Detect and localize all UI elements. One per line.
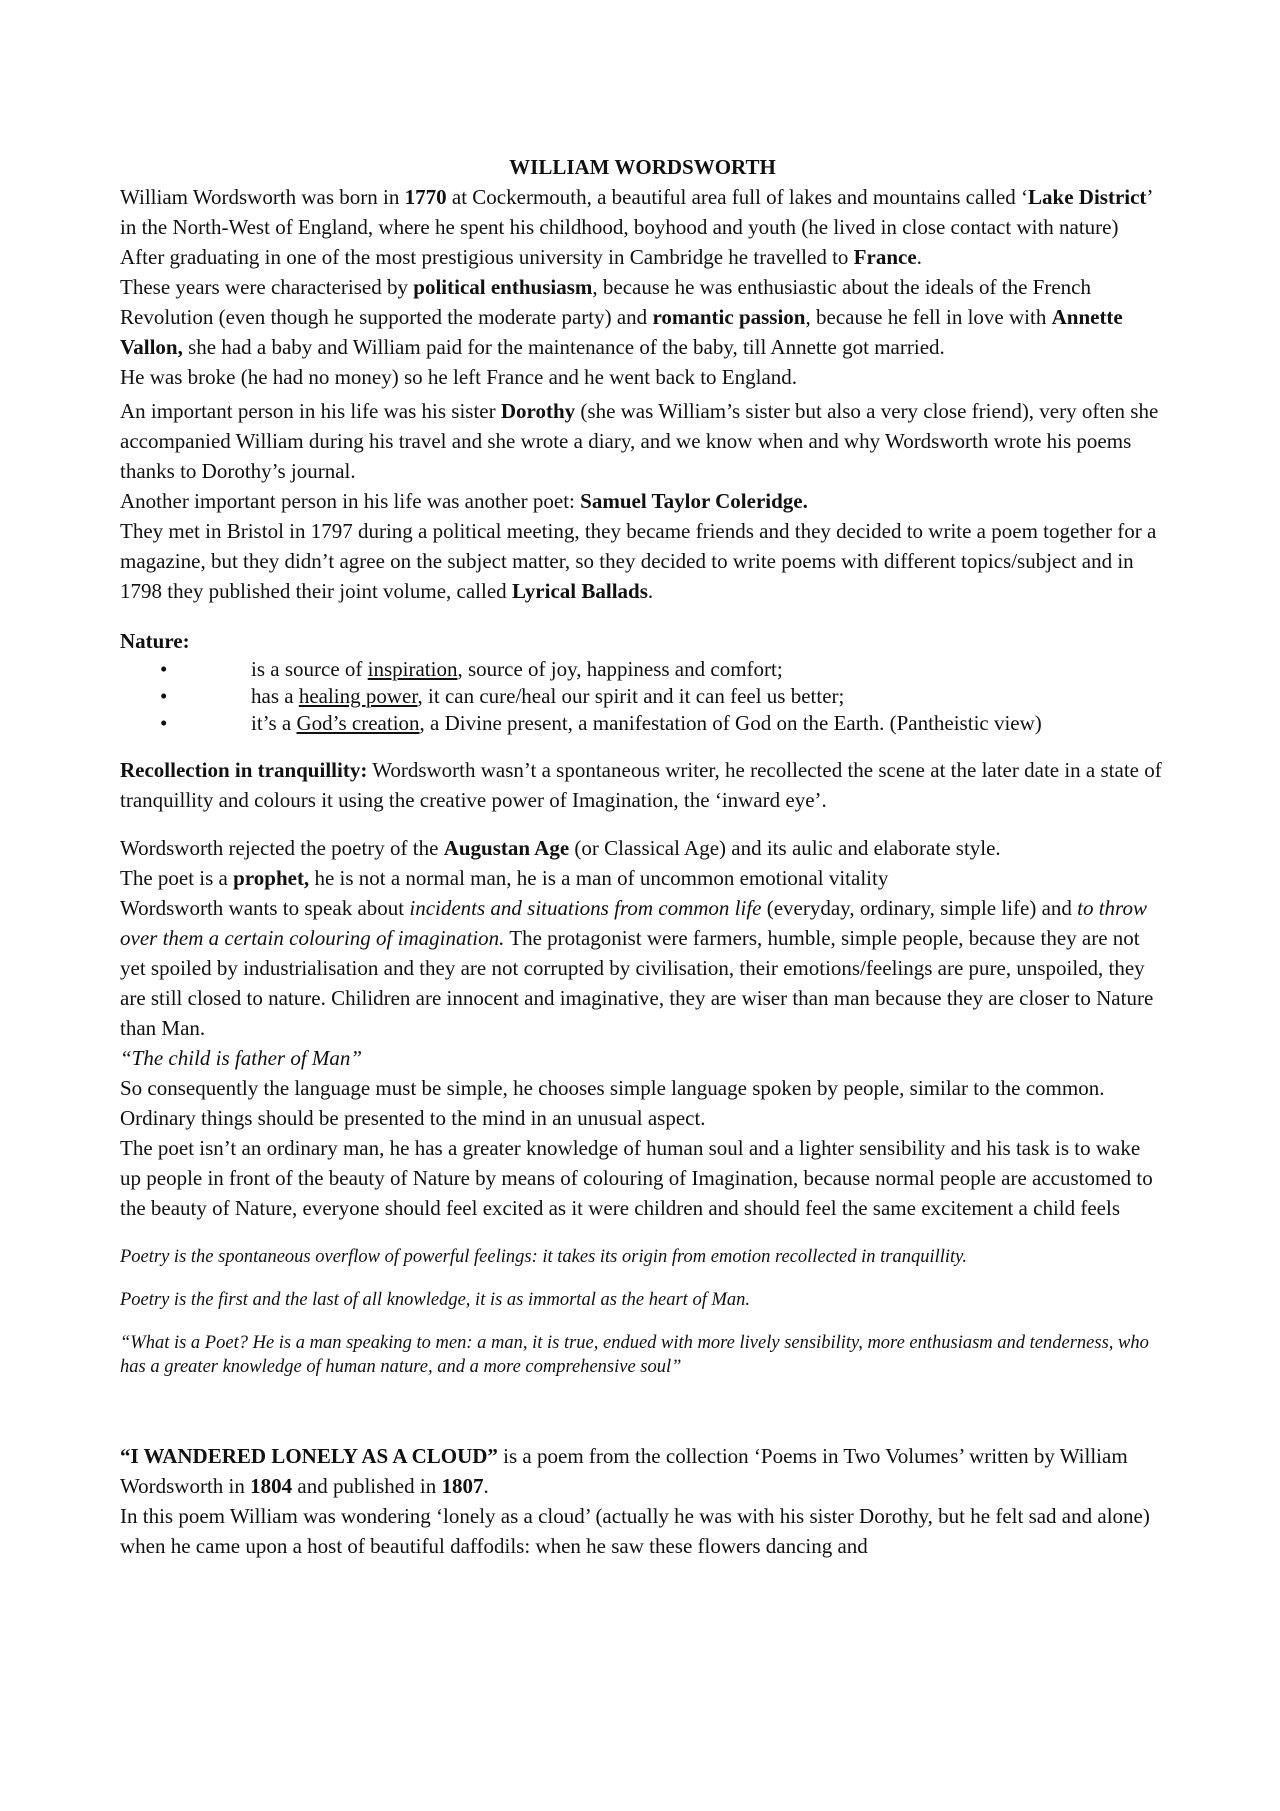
text-run: The protagonist were farmers, humble, simple people, because they are not yet spoiled by industrialisation and they are not corrupted by civilisation, their emotions/feelings are pure, unspoiled, they are still closed to nature. Chilidren are innocent and imaginative, they are wiser than man because they are closer to Nature than Man. xyxy=(120,926,1154,1040)
quote-what-is-poet: “What is a Poet? He is a man speaking to men: a man, it is true, endued with more lively sensibility, more enthusiasm and tenderness, who has a greater knowledge of human nature, and a more comprehensive soul” xyxy=(120,1333,1149,1377)
paragraph-poet-task xyxy=(120,1133,1165,1223)
text-run: , because he was enthusiastic about the ideals of the French Revolution (even though he supported the moderate party) and xyxy=(120,275,1091,329)
text-run: at Cockermouth, a beautiful area full of lakes and mountains called ‘ xyxy=(446,185,1029,209)
text-run: , a Divine present, a manifestation of God on the Earth. (Pantheistic view) xyxy=(419,711,1042,735)
text-run: They met in Bristol in 1797 during a political meeting, they became friends and they decided to write a poem together for a magazine, but they didn’t agree on the subject matter, so they decided to write poems with different topics/subject and in 1798 they published their joint volume, called xyxy=(120,519,1157,603)
text-run: . xyxy=(647,579,654,603)
text-run: and published in xyxy=(292,1474,442,1498)
bold-text: Augustan Age xyxy=(443,836,570,860)
paragraph-daffodils-intro xyxy=(120,1441,1165,1501)
italic-text: to throw over them a certain colouring of imagination. xyxy=(120,896,1147,950)
bold-text: Dorothy xyxy=(500,399,576,423)
bold-text: 1770 xyxy=(404,185,447,209)
text-run: . xyxy=(483,1474,489,1498)
text-run: (everyday, ordinary, simple life) and xyxy=(761,896,1078,920)
quote-knowledge: Poetry is the first and the last of all knowledge, it is as immortal as the heart of Man. xyxy=(120,1290,750,1310)
paragraph-broke xyxy=(120,362,1165,392)
bold-text: 1804 xyxy=(250,1474,293,1498)
paragraph-language xyxy=(120,1073,1165,1133)
text-run: , because he fell in love with xyxy=(805,305,1052,329)
nature-list xyxy=(120,656,1165,737)
bold-text: political enthusiasm xyxy=(413,275,593,299)
bullet-icon: • xyxy=(160,657,168,681)
text-run: In this poem William was wondering ‘lonely as a cloud’ (actually he was with his sister Dorothy, but he felt sad and alone) when he came upon a host of beautiful daffodils: when he saw these flowers dancing and xyxy=(120,1504,1150,1558)
bullet-icon: • xyxy=(160,711,168,735)
nature-item xyxy=(120,710,1165,737)
nature-item xyxy=(120,683,1165,710)
text-run: it’s a xyxy=(251,711,297,735)
quote-overflow: Poetry is the spontaneous overflow of powerful feelings: it takes its origin from emotion recollected in tranquillity. xyxy=(120,1247,967,1267)
nature-heading: Nature: xyxy=(120,629,190,653)
paragraph-child-quote xyxy=(120,1043,1165,1073)
text-run: he is not a normal man, he is a man of uncommon emotional vitality xyxy=(309,866,889,890)
paragraph-dorothy xyxy=(120,396,1165,486)
text-run: The poet is a xyxy=(120,866,234,890)
page-title: WILLIAM WORDSWORTH xyxy=(509,155,776,179)
text-run: is a poem from the collection ‘Poems in Two Volumes’ written by William Wordsworth in xyxy=(120,1444,1128,1498)
text-run: . xyxy=(916,245,922,269)
underlined-text: God’s creation xyxy=(296,711,420,735)
text-run: Wordsworth wasn’t a spontaneous writer, he recollected the scene at the later date in a state of tranquillity and colours it using the creative power of Imagination, the ‘inward eye’. xyxy=(120,758,1162,812)
bold-text: 1807 xyxy=(441,1474,484,1498)
text-run: she had a baby and William paid for the maintenance of the baby, till Annette got married. xyxy=(182,335,945,359)
text-run: After graduating in one of the most prestigious university in Cambridge he travelled to xyxy=(120,245,854,269)
text-run: (or Classical Age) and its aulic and elaborate style. xyxy=(569,836,1001,860)
bold-text: Recollection in tranquillity: xyxy=(120,758,368,782)
paragraph-recollection xyxy=(120,755,1165,815)
text-run: He was broke (he had no money) so he left France and he went back to England. xyxy=(120,365,798,389)
bold-text: Lake District xyxy=(1028,185,1147,209)
text-run: Another important person in his life was another poet: xyxy=(120,489,581,513)
bold-text: romantic passion xyxy=(652,305,806,329)
text-run: ’ in the North-West of England, where he spent his childhood, boyhood and youth (he lived in close contact with nature) xyxy=(120,185,1152,239)
text-run: Wordsworth wants to speak about xyxy=(120,896,410,920)
paragraph-common-life xyxy=(120,893,1165,1043)
bold-text: prophet, xyxy=(233,866,310,890)
paragraph-daffodils-story xyxy=(120,1501,1165,1561)
italic-text: “The child is father of Man” xyxy=(120,1046,363,1070)
text-run: , source of joy, happiness and comfort; xyxy=(457,657,783,681)
paragraph-france-years xyxy=(120,272,1165,362)
text-run: is a source of xyxy=(251,657,368,681)
nature-item xyxy=(120,656,1165,683)
text-run: An important person in his life was his sister xyxy=(120,399,501,423)
paragraph-lyrical-ballads xyxy=(120,516,1165,606)
bold-text: Lyrical Ballads xyxy=(511,579,648,603)
paragraph-prophet xyxy=(120,863,1165,893)
bold-text: Samuel Taylor Coleridge. xyxy=(580,489,808,513)
paragraph-augustan-age xyxy=(120,833,1165,863)
text-run: has a xyxy=(251,684,299,708)
document-body xyxy=(120,152,1165,1561)
bold-text: “I WANDERED LONELY AS A CLOUD” xyxy=(120,1444,498,1468)
paragraph-birth xyxy=(120,182,1165,242)
text-run: Wordsworth rejected the poetry of the xyxy=(120,836,444,860)
bullet-icon: • xyxy=(160,684,168,708)
paragraph-cambridge xyxy=(120,242,1165,272)
text-run: The poet isn’t an ordinary man, he has a greater knowledge of human soul and a lighter sensibility and his task is to wake up people in front of the beauty of Nature by means of colouring of Imagination, because normal people are accustomed to the beauty of Nature, everyone should feel excited as it were children and should feel the same excitement a child feels xyxy=(120,1136,1153,1220)
text-run: William Wordsworth was born in xyxy=(120,185,405,209)
underlined-text: healing power xyxy=(298,684,418,708)
text-run: So consequently the language must be simple, he chooses simple language spoken by people, similar to the common. Ordinary things should be presented to the mind in an unusual aspect. xyxy=(120,1076,1105,1130)
bold-text: France xyxy=(853,245,917,269)
underlined-text: inspiration xyxy=(367,657,458,681)
paragraph-coleridge xyxy=(120,486,1165,516)
text-run: These years were characterised by xyxy=(120,275,414,299)
text-run: (she was William’s sister but also a very close friend), very often she accompanied William during his travel and she wrote a diary, and we know when and why Wordsworth wrote his poems thanks to Dorothy’s journal. xyxy=(120,399,1159,483)
text-run: , it can cure/heal our spirit and it can feel us better; xyxy=(417,684,845,708)
bold-text: Annette Vallon, xyxy=(120,305,1123,359)
italic-text: incidents and situations from common life xyxy=(409,896,762,920)
